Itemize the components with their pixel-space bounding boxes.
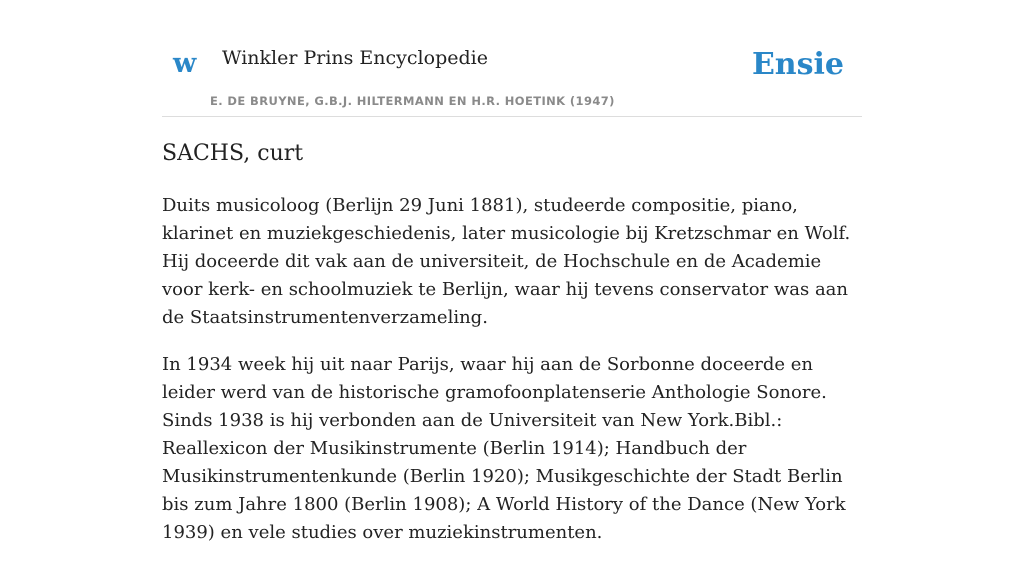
entry-paragraph: In 1934 week hij uit naar Parijs, waar hij aan de Sorbonne doceerde en leider werd van de historische gramofoonplatenserie Anthologie Sonore. Sinds 1938 is hij verbonden aan de Universiteit van New York.Bibl.: Reallexicon der Musikinstrumente (Berlin 1914); Handbuch der Musikinstrumentenkunde (Berlin 1920); Musikgeschichte der Stadt Berlin bis zum Jahre 1800 (Berlin 1908); A World History of the Dance (New York 1939) en vele studies over muziekinstrumenten. xyxy=(162,354,846,543)
book-title-link[interactable]: Winkler Prins Encyclopedie xyxy=(222,47,488,69)
site-header xyxy=(162,0,862,117)
logo-w-icon[interactable]: w xyxy=(173,48,197,79)
ensie-logo-link[interactable]: Ensie xyxy=(751,47,844,82)
book-authors: E. DE BRUYNE, G.B.J. HILTERMANN EN H.R. HOETINK (1947) xyxy=(210,94,615,108)
entry-content xyxy=(162,192,862,566)
entry-paragraph: Duits musicoloog (Berlijn 29 Juni 1881), studeerde compositie, piano, klarinet en muziekgeschiedenis, later musicologie bij Kretzschmar en Wolf. Hij doceerde dit vak aan de universiteit, de Hochschule en de Academie voor kerk- en schoolmuziek te Berlijn, waar hij tevens conservator was aan de Staatsinstrumentenverzameling. xyxy=(162,195,851,328)
entry-title: SACHS, curt xyxy=(162,141,304,166)
